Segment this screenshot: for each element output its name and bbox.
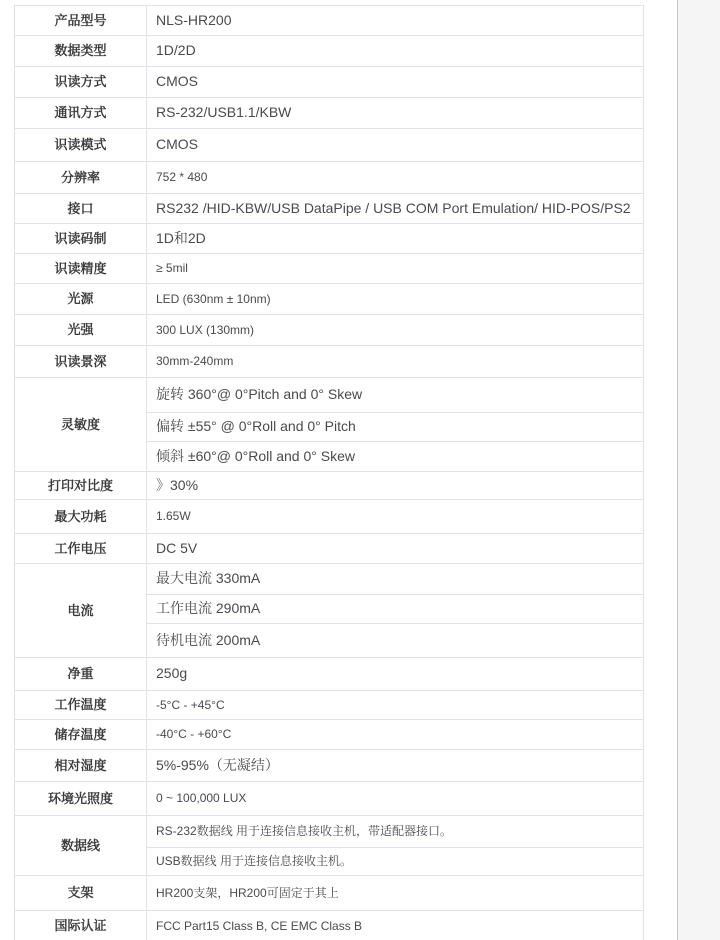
spec-row bbox=[15, 782, 643, 816]
spec-value-column bbox=[147, 534, 643, 563]
spec-value-column bbox=[147, 67, 643, 97]
spec-value: FCC Part15 Class B, CE EMC Class B bbox=[156, 918, 363, 933]
spec-label: 工作电压 bbox=[15, 534, 147, 563]
spec-label: 数据线 bbox=[15, 816, 147, 875]
spec-row bbox=[15, 194, 643, 224]
spec-label: 工作温度 bbox=[15, 691, 147, 719]
spec-row bbox=[15, 129, 643, 162]
spec-label: 净重 bbox=[15, 658, 147, 690]
spec-value: 工作电流 290mA bbox=[147, 594, 643, 624]
spec-value: 旋转 360°@ 0°Pitch and 0° Skew bbox=[156, 386, 363, 403]
spec-row bbox=[15, 876, 643, 911]
spec-row bbox=[15, 67, 643, 98]
spec-value: -40°C - +60°C bbox=[156, 727, 232, 741]
spec-label: 打印对比度 bbox=[15, 472, 147, 499]
spec-value: 1D和2D bbox=[156, 229, 206, 246]
spec-row bbox=[15, 254, 643, 284]
product-spec-table bbox=[14, 5, 644, 940]
spec-label: 光源 bbox=[15, 284, 147, 314]
spec-value: CMOS bbox=[156, 136, 198, 153]
spec-label: 光强 bbox=[15, 315, 147, 345]
spec-row bbox=[15, 162, 643, 194]
spec-label: 支架 bbox=[15, 876, 147, 910]
spec-value-column bbox=[147, 6, 643, 35]
spec-value: 0 ~ 100,000 LUX bbox=[156, 791, 247, 805]
spec-value: 倾斜 ±60°@ 0°Roll and 0° Skew bbox=[147, 441, 643, 471]
spec-value-column bbox=[147, 911, 643, 940]
spec-row bbox=[15, 658, 643, 691]
spec-label: 分辨率 bbox=[15, 162, 147, 193]
spec-value: NLS-HR200 bbox=[156, 11, 232, 28]
spec-value: -5°C - +45°C bbox=[156, 697, 225, 712]
spec-value-column bbox=[147, 315, 643, 345]
spec-row bbox=[15, 224, 643, 254]
spec-value: DC 5V bbox=[156, 539, 198, 556]
spec-label: 数据类型 bbox=[15, 36, 147, 66]
spec-value-column bbox=[147, 129, 643, 161]
spec-value: 待机电流 200mA bbox=[147, 623, 643, 657]
spec-value-column bbox=[147, 224, 643, 253]
spec-value: 5%-95%（无凝结） bbox=[156, 756, 279, 773]
spec-row bbox=[15, 98, 643, 129]
spec-value-column bbox=[147, 284, 643, 314]
spec-row bbox=[15, 346, 643, 378]
spec-value-column bbox=[147, 378, 643, 471]
spec-row bbox=[15, 284, 643, 315]
spec-value: 752 * 480 bbox=[156, 170, 208, 184]
spec-row bbox=[15, 816, 643, 876]
spec-value: 300 LUX (130mm) bbox=[156, 322, 255, 337]
spec-row bbox=[15, 720, 643, 750]
spec-label: 灵敏度 bbox=[15, 378, 147, 471]
spec-value-column bbox=[147, 194, 643, 223]
spec-value: RS-232数据线 用于连接信息接收主机，带适配器接口。 bbox=[156, 824, 453, 839]
spec-value: 1.65W bbox=[156, 509, 191, 523]
spec-label: 识读精度 bbox=[15, 254, 147, 283]
spec-label: 通讯方式 bbox=[15, 98, 147, 128]
spec-value: LED (630nm ± 10nm) bbox=[156, 291, 271, 306]
spec-value-column bbox=[147, 500, 643, 533]
page-right-margin bbox=[677, 0, 720, 940]
spec-label: 识读模式 bbox=[15, 129, 147, 161]
spec-label: 接口 bbox=[15, 194, 147, 223]
spec-value: 1D/2D bbox=[156, 42, 196, 59]
spec-value-column bbox=[147, 691, 643, 719]
spec-value-column bbox=[147, 816, 643, 875]
spec-row bbox=[15, 534, 643, 564]
spec-label: 环境光照度 bbox=[15, 782, 147, 815]
spec-value: 最大电流 330mA bbox=[156, 570, 261, 587]
spec-value: 偏转 ±55° @ 0°Roll and 0° Pitch bbox=[147, 412, 643, 442]
spec-label: 识读码制 bbox=[15, 224, 147, 253]
spec-value-column bbox=[147, 564, 643, 657]
spec-value-column bbox=[147, 36, 643, 66]
spec-label: 相对湿度 bbox=[15, 750, 147, 781]
spec-row bbox=[15, 6, 643, 36]
spec-label: 储存温度 bbox=[15, 720, 147, 749]
spec-row bbox=[15, 315, 643, 346]
spec-value: RS-232/USB1.1/KBW bbox=[156, 104, 292, 121]
spec-value-column bbox=[147, 162, 643, 193]
spec-value: 250g bbox=[156, 665, 188, 682]
spec-value-column bbox=[147, 658, 643, 690]
spec-value-column bbox=[147, 750, 643, 781]
spec-row bbox=[15, 911, 643, 940]
spec-row bbox=[15, 472, 643, 500]
spec-value-column bbox=[147, 98, 643, 128]
spec-value: USB数据线 用于连接信息接收主机。 bbox=[147, 847, 643, 875]
spec-value: 》30% bbox=[156, 476, 199, 493]
spec-label: 国际认证 bbox=[15, 911, 147, 940]
spec-label: 识读景深 bbox=[15, 346, 147, 377]
spec-value-column bbox=[147, 876, 643, 910]
spec-label: 电流 bbox=[15, 564, 147, 657]
spec-value-column bbox=[147, 720, 643, 749]
spec-value-column bbox=[147, 782, 643, 815]
spec-label: 最大功耗 bbox=[15, 500, 147, 533]
spec-value: RS232 /HID-KBW/USB DataPipe / USB COM Port Emulation/ HID-POS/PS2 bbox=[156, 199, 631, 216]
spec-row bbox=[15, 500, 643, 534]
spec-value-column bbox=[147, 472, 643, 499]
spec-value: CMOS bbox=[156, 73, 198, 90]
spec-row bbox=[15, 564, 643, 658]
spec-value: HR200支架，HR200可固定于其上 bbox=[156, 885, 339, 900]
spec-value-column bbox=[147, 346, 643, 377]
spec-value: ≥ 5mil bbox=[156, 261, 188, 275]
spec-label: 识读方式 bbox=[15, 67, 147, 97]
spec-label: 产品型号 bbox=[15, 6, 147, 35]
spec-row bbox=[15, 750, 643, 782]
spec-row bbox=[15, 691, 643, 720]
spec-value: 30mm-240mm bbox=[156, 354, 234, 368]
spec-value-column bbox=[147, 254, 643, 283]
spec-row bbox=[15, 378, 643, 472]
spec-row bbox=[15, 36, 643, 67]
